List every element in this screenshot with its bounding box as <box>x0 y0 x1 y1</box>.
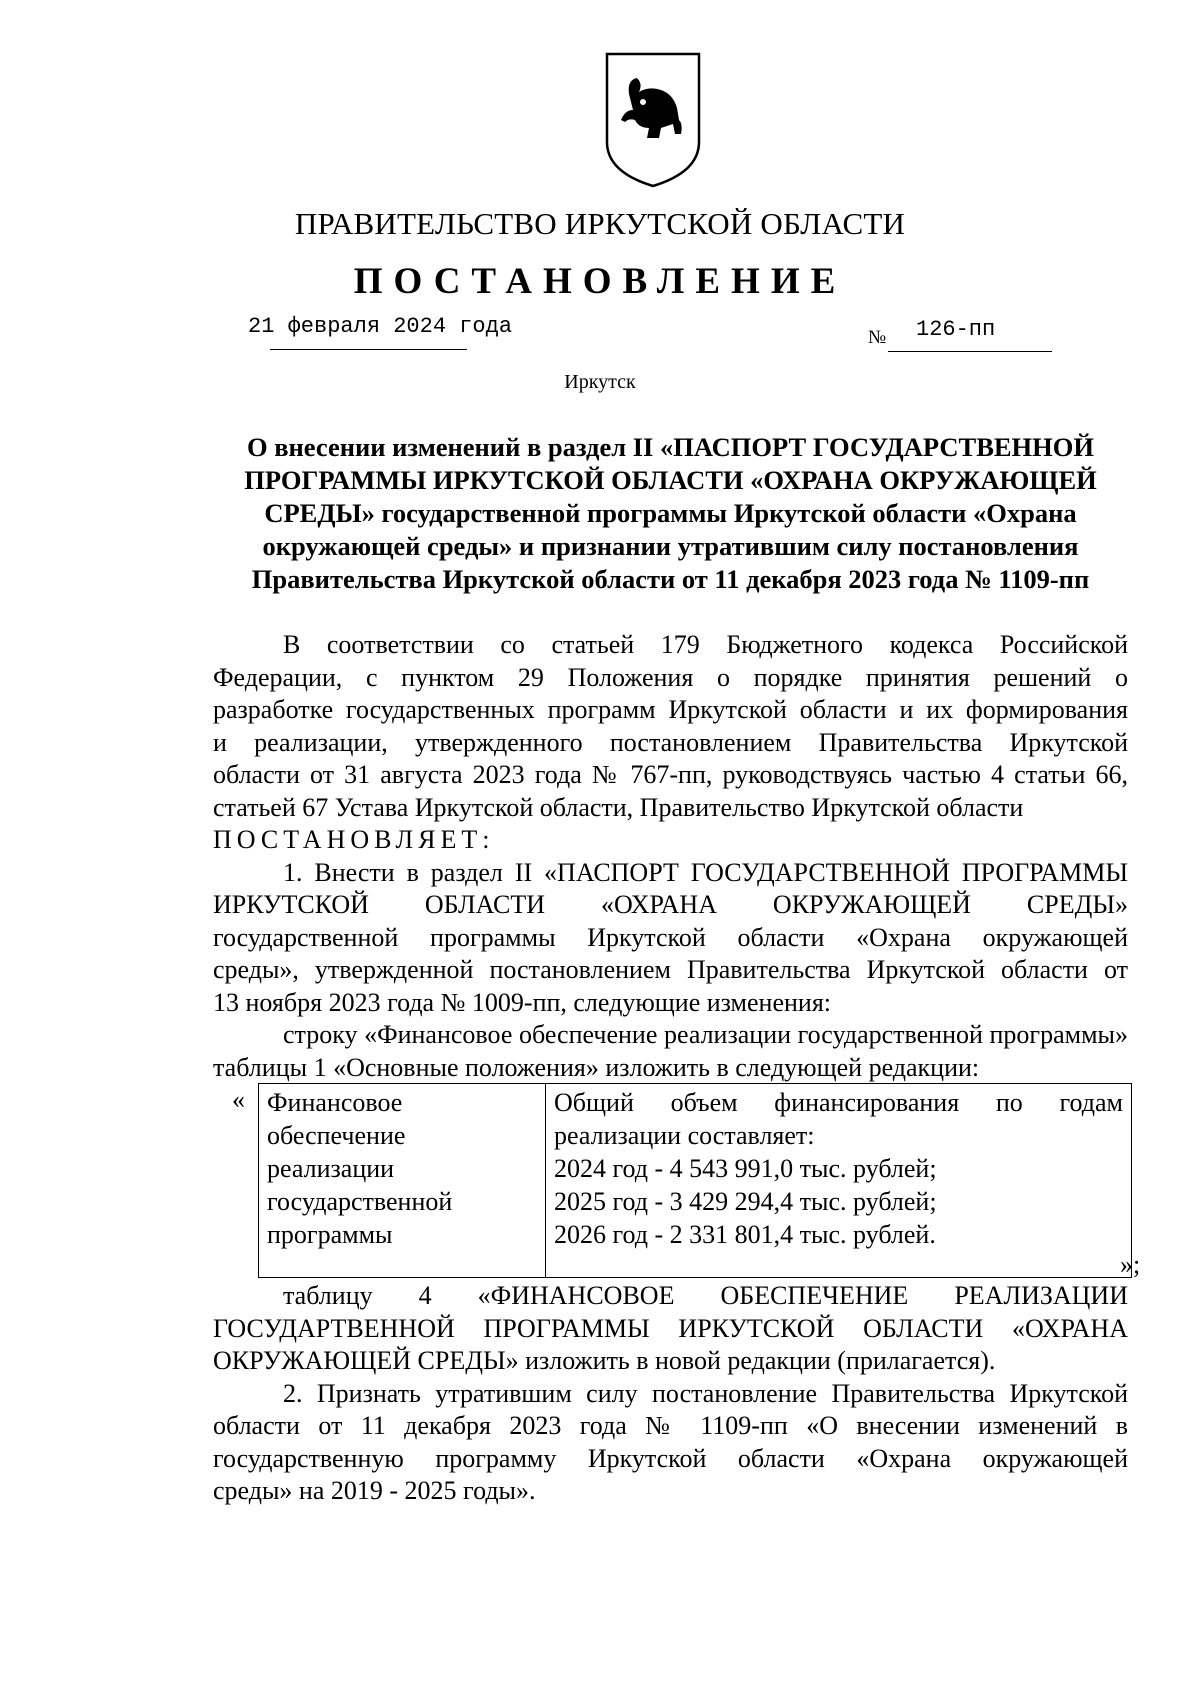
label-line: государственной <box>267 1187 453 1216</box>
table4-line: ГОСУДАРТВЕННОЙ ПРОГРАММЫ ИРКУТСКОЙ ОБЛАСТИ «ОХРАНА <box>213 1313 1128 1343</box>
preamble-line: В соответствии со статьей 179 Бюджетного кодекса Российской <box>283 630 1128 659</box>
date-underline <box>270 349 467 350</box>
value-line: 2026 год - 2 331 801,4 тыс. рублей. <box>554 1220 936 1249</box>
item1-line: 1. Внести в раздел II «ПАСПОРТ ГОСУДАРСТВЕННОЙ ПРОГРАММЫ <box>283 857 1128 887</box>
financing-table <box>258 1083 1132 1278</box>
title-line: ПРОГРАММЫ ИРКУТСКОЙ ОБЛАСТИ «ОХРАНА ОКРУЖАЮЩЕЙ <box>244 465 1097 495</box>
decree-word: ПОСТАНОВЛЯЕТ: <box>213 825 495 854</box>
title-line: О внесении изменений в раздел II «ПАСПОРТ ГОСУДАРСТВЕННОЙ <box>246 432 1095 462</box>
quote-close: »; <box>1120 1250 1141 1279</box>
document-number: 126-пп <box>916 317 996 342</box>
item2-line: государственную программу Иркутской области «Охрана окружающей <box>213 1443 1128 1473</box>
city: Иркутск <box>564 371 636 393</box>
number-sign: № <box>868 327 887 348</box>
item1-line: государственной программы Иркутской области «Охрана окружающей <box>213 922 1128 952</box>
table4-line: ОКРУЖАЮЩЕЙ СРЕДЫ» изложить в новой редакции (прилагается). <box>213 1346 996 1375</box>
preamble-line: разработке государственных программ Иркутской области и их формирования <box>213 695 1128 724</box>
preamble-line: Федерации, с пунктом 29 Положения о порядке принятия решений о <box>213 662 1128 692</box>
preamble <box>213 629 1128 1084</box>
item2-line: среды» на 2019 - 2025 годы». <box>213 1476 536 1505</box>
value-line: 2025 год - 3 429 294,4 тыс. рублей; <box>554 1187 937 1216</box>
irkutsk-coat-of-arms-icon <box>603 50 703 190</box>
title-line: окружающей среды» и признании утратившим силу постановления <box>262 531 1079 561</box>
preamble-line: области от 31 августа 2023 года № 767-пп, руководствуясь частью 4 статьи 66, <box>213 760 1128 789</box>
item2-line: области от 11 декабря 2023 года № 1109-пп «О внесении изменений в <box>213 1411 1128 1440</box>
preamble-line: и реализации, утвержденного постановлением Правительства Иркутской <box>213 727 1128 757</box>
value-line: 2024 год - 4 543 991,0 тыс. рублей; <box>554 1154 937 1183</box>
table4-line: таблицу 4 «ФИНАНСОВОЕ ОБЕСПЕЧЕНИЕ РЕАЛИЗАЦИИ <box>283 1281 1128 1310</box>
quote-open: « <box>232 1085 245 1114</box>
document-type: ПОСТАНОВЛЕНИЕ <box>353 261 847 302</box>
label-line: Финансовое <box>267 1088 403 1117</box>
title-line: Правительства Иркутской области от 11 декабря 2023 года № 1109-пп <box>251 564 1090 594</box>
number-underline <box>888 351 1052 352</box>
label-line: реализации <box>267 1154 395 1183</box>
row-intro-line: строку «Финансовое обеспечение реализации государственной программы» <box>283 1020 1128 1049</box>
document-title <box>213 431 1128 596</box>
government-name: ПРАВИТЕЛЬСТВО ИРКУТСКОЙ ОБЛАСТИ <box>294 206 906 241</box>
document-date: 21 февраля 2024 года <box>248 314 513 339</box>
item1-line: 13 ноября 2023 года № 1009-пп, следующие изменения: <box>213 987 832 1017</box>
label-line: обеспечение <box>267 1121 406 1150</box>
financing-value-cell <box>546 1084 1132 1278</box>
item2-line: 2. Признать утратившим силу постановление Правительства Иркутской <box>283 1378 1128 1408</box>
label-line: программы <box>267 1220 393 1249</box>
financing-label-cell <box>259 1084 546 1278</box>
item1-line: среды», утвержденной постановлением Правительства Иркутской области от <box>213 955 1128 984</box>
closing-paragraphs <box>213 1280 1128 1508</box>
item1-line: ИРКУТСКОЙ ОБЛАСТИ «ОХРАНА ОКРУЖАЮЩЕЙ СРЕДЫ» <box>213 890 1128 919</box>
value-line: реализации составляет: <box>554 1121 815 1150</box>
title-line: СРЕДЫ» государственной программы Иркутской области «Охрана <box>264 498 1077 528</box>
preamble-line: статьей 67 Устава Иркутской области, Правительство Иркутской области <box>213 792 1024 822</box>
row-intro-line: таблицы 1 «Основные положения» изложить в следующей редакции: <box>213 1052 980 1082</box>
value-line: Общий объем финансирования по годам <box>554 1088 1123 1117</box>
